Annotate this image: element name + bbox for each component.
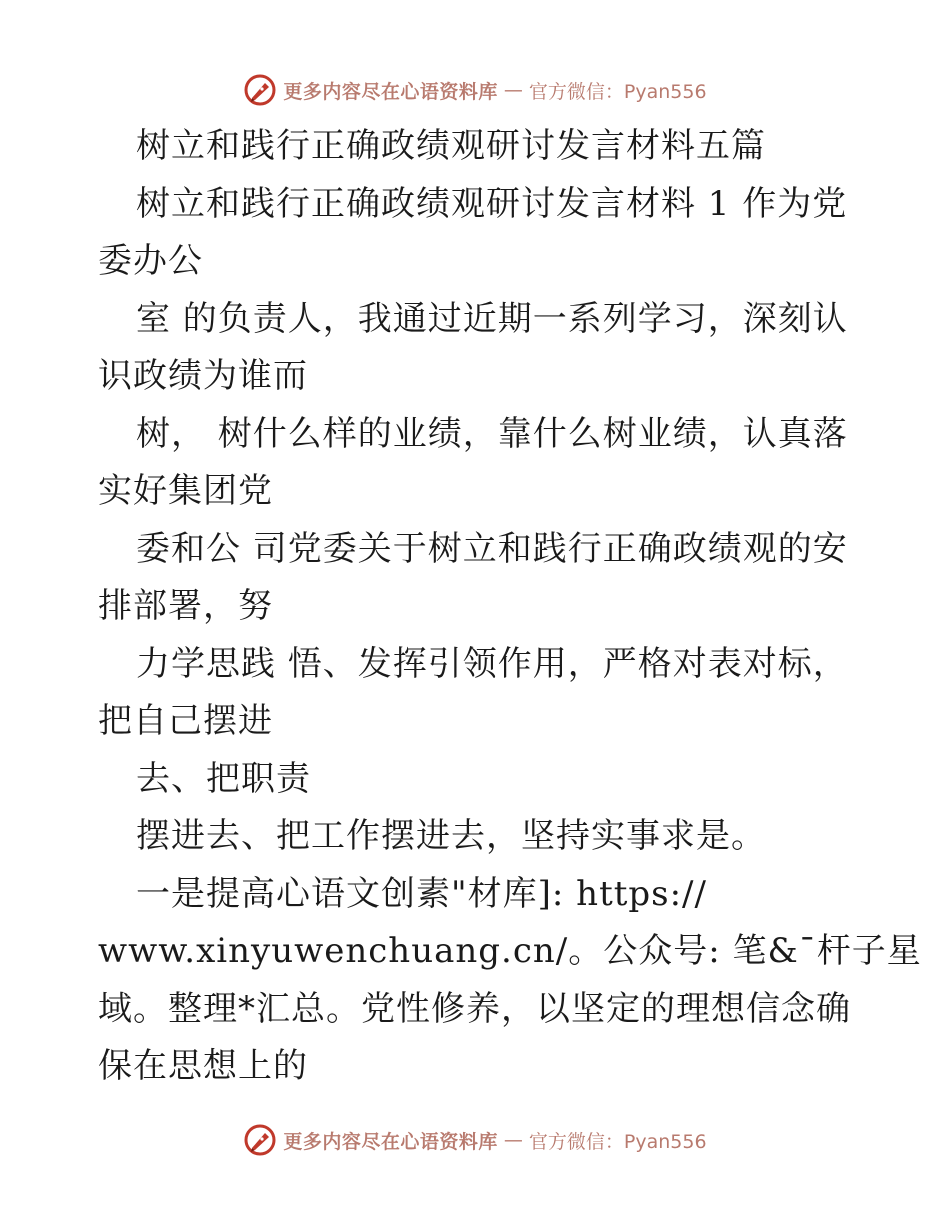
footer-banner xyxy=(0,1120,950,1160)
text-line: 摆进去、把工作摆进去，坚持实事求是。 xyxy=(136,816,766,856)
text-line-url: www.xinyuwenchuang.cn/。公众号: 笔&¯杆子星 xyxy=(98,931,922,971)
text-line: 委办公 xyxy=(98,241,203,281)
text-line: 室 的负责人，我通过近期一系列学习，深刻认 xyxy=(136,298,848,339)
banner-text: 更多内容尽在心语资料库 xyxy=(283,1130,498,1153)
document-body xyxy=(98,118,922,1096)
text-line: 把自己摆进 xyxy=(98,701,273,741)
banner-separator: — xyxy=(503,79,523,101)
text-line: 保在思想上的 xyxy=(98,1046,308,1086)
text-line: 域。整理*汇总。党性修养，以坚定的理想信念确 xyxy=(98,988,851,1029)
text-line: 识政绩为谁而 xyxy=(98,356,308,396)
text-line: 去、把职责 xyxy=(136,758,311,799)
banner-separator: — xyxy=(503,1129,523,1151)
text-line: 排部署，努 xyxy=(98,586,273,626)
document-title: 树立和践行正确政绩观研讨发言材料五篇 xyxy=(136,126,766,166)
pen-nib-logo-icon xyxy=(243,73,277,107)
banner-text: 更多内容尽在心语资料库 xyxy=(283,80,498,103)
banner-wechat: 官方微信：Pyan556 xyxy=(528,80,707,103)
pen-nib-logo-icon xyxy=(243,1123,277,1157)
text-line: 力学思践 悟、发挥引领作用，严格对表对标， xyxy=(136,643,848,684)
banner-wechat: 官方微信：Pyan556 xyxy=(528,1130,707,1153)
text-line: 实好集团党 xyxy=(98,471,273,511)
text-line: 树， 树什么样的业绩，靠什么树业绩，认真落 xyxy=(136,413,848,454)
header-banner xyxy=(0,70,950,110)
text-line: 一是提高心语文创素"材库]: https:// xyxy=(136,873,707,914)
text-line: 树立和践行正确政绩观研讨发言材料 1 作为党 xyxy=(136,183,848,224)
text-line: 委和公 司党委关于树立和践行正确政绩观的安 xyxy=(136,528,848,569)
